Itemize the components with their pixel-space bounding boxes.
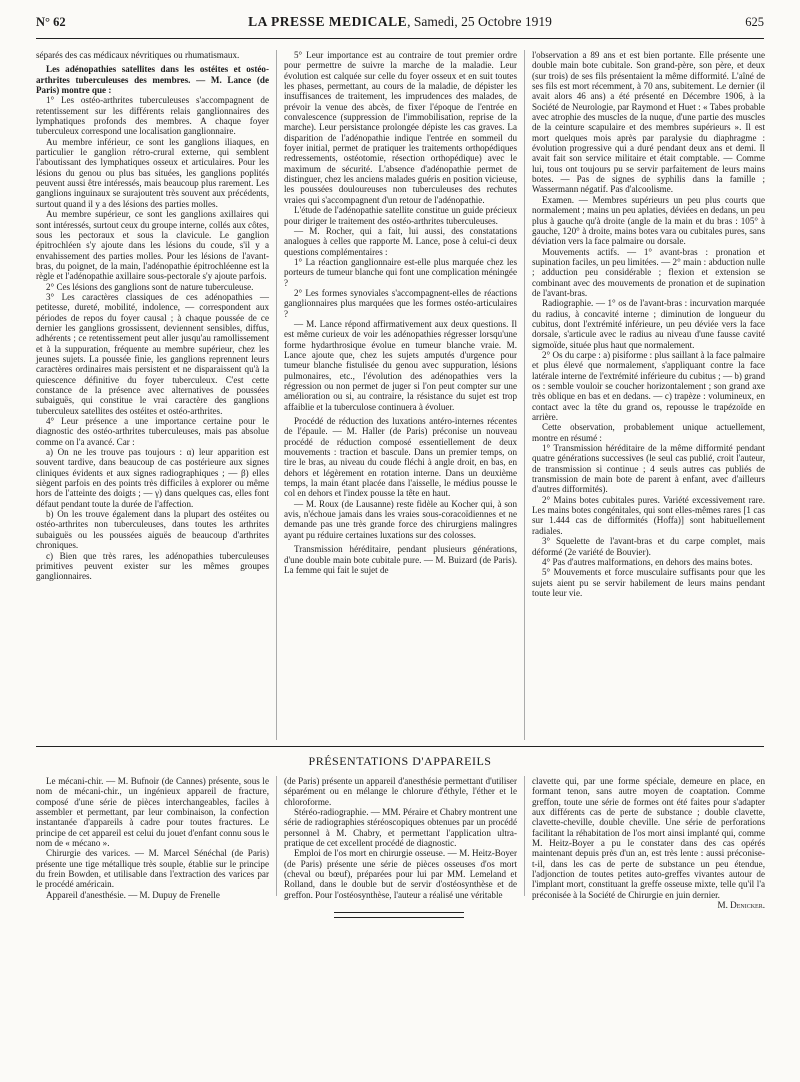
- paragraph: Chirurgie des varices. — M. Marcel Sénéchal (de Paris) présente une tige métallique très souple, établie sur le principe du frein Bowden, et utilisable dans l'extraction des varices par le procédé américain.: [36, 848, 269, 890]
- paragraph: 3° Squelette de l'avant-bras et du carpe complet, mais déformé (2e variété de Bouvier).: [532, 536, 765, 557]
- paragraph: 4° Pas d'autres malformations, en dehors des mains botes.: [542, 556, 753, 567]
- header-rule: [36, 38, 764, 39]
- paragraph: Procédé de réduction des luxations antéro-internes récentes de l'épaule. — M. Haller (de Paris) préconise un nouveau procédé de réduction composé essentiellement de deux mouvements : traction et bascule. Dans un premier temps, on tire le bras, au niveau du coude fléchi à angle droit, en bas, en dehors et légèrement en rotation interne. Dans un deuxième temps, la main étant placée dans l'aisselle, le médius pousse le col en dehors et l'index pousse la tête en haut.: [284, 416, 517, 499]
- paragraph: 1° Les ostéo-arthrites tuberculeuses s'accompagnent de retentissement sur les différents relais ganglionnaires des lymphatiques profonds des membres. A chaque foyer tuberculeux correspond une localisation ganglionnaire.: [36, 95, 269, 137]
- paragraph: — M. Rocher, qui a fait, lui aussi, des constatations analogues à celles que rapporte M. Lance, pose à celui-ci deux questions complémentaires :: [284, 225, 517, 257]
- paragraph: — M. Roux (de Lausanne) reste fidèle au Kocher qui, à son avis, n'échoue jamais dans les vraies sous-coracoïdiennes et ne demande pas une très grande force des chirurgiens malingres ayant pu réduire certaines luxations sur des colosses.: [284, 498, 517, 540]
- paragraph: 2° Ces lésions des ganglions sont de nature tuberculeuse.: [46, 281, 254, 292]
- page-header: [36, 14, 764, 36]
- column-2: [284, 50, 517, 740]
- paragraph: Appareil d'anesthésie. — M. Dupuy de Frenelle: [46, 889, 220, 900]
- paragraph: 1° La réaction ganglionnaire est-elle plus marquée chez les porteurs de tumeur blanche qui font une complication méningée ?: [284, 256, 517, 288]
- section-title: PRÉSENTATIONS D'APPAREILS: [308, 754, 492, 768]
- paragraph: c) Bien que très rares, les adénopathies tuberculeuses primitives peuvent exister sur les mêmes groupes ganglionnaires.: [36, 550, 269, 582]
- column-divider: [524, 50, 525, 740]
- paragraph: — M. Lance répond affirmativement aux deux questions. Il est même curieux de voir les adénopathies régresser lorsqu'une forme hydarthrosique évolue en tumeur blanche vraie. M. Lance ajoute que, chez les sujets amputés d'urgence pour tumeur blanche fistulisée du genou avec suppuration, lésions pulmonaires, etc., l'évolution des adénopathies vers la régression ou non permet de juger si l'on peut compter sur une amélioration ou si, au contraire, la résistance du sujet est trop affaiblie et la tuberculose continuera à évoluer.: [284, 318, 517, 412]
- paragraph: 5° Leur importance est au contraire de tout premier ordre pour permettre de suivre la marche de la maladie. Leur évolution est calquée sur celle du foyer osseux et en suit toutes les phases, permettant, au cours de la maladie, de dépister les insuffisances de traitement, les imprudences des malades, de prévoir la venue des abcès, de fixer l'époque de l'entrée en convalescence (suppression de l'immobilisation, reprise de la marche). Leur persistance prolongée dépiste les cas graves. La disparition de l'adénopathie indique l'entrée en sommeil du foyer initial, permet de pratiquer les traitements orthopédiques redressements, ostéotomie, résection orthopédique) avec le maximum de sécurité. L'absence d'adénopathie permet de distinguer, chez les anciens malades guéris en position vicieuse, les poussées douloureuses non tuberculeuses des rechutes vraies qui s'accompagnent d'un retour de l'adénopathie.: [284, 50, 517, 205]
- paragraph: clavette qui, par une forme spéciale, demeure en place, en formant tenon, sans autre moyen de coaptation. Comme greffon, toute une série de formes ont été faites pour s'adapter aux différents cas de perte de substance ; double clavette, clavette-cheville, double cheville. Une série de perforations facilitant la réhabitation de l'os mort ainsi implanté qui, comme M. Heitz-Boyer a pu le constater dans des cas opérés maintenant depuis près d'un an, est très lente : aussi préconise-t-il, dans les cas de perte de substance un peu étendue, l'adjonction de toutes petites auto-greffes vivantes autour de l'implant mort, constituant la greffe osseuse mixte, telle qu'il l'a préconisée à la Société de Chirurgie en juin dernier.: [532, 776, 765, 900]
- paragraph: Au membre supérieur, ce sont les ganglions axillaires qui sont intéressés, surtout ceux du groupe interne, collés aux côtes, sous les pectoraux et sous la clavicule. Le ganglion épitrochléen s'y ajoute dans les lésions du coude, s'il y a envahissement des parties molles. Pour les lésions de l'avant-bras, du poignet, de la main, l'adénopathie épitrochléenne est la règle et l'adénopathie axillaire sous-pectorale s'y ajoute parfois.: [36, 209, 269, 282]
- paragraph: Mouvements actifs. — 1° avant-bras : pronation et supination faciles, un peu limitées. — 2° main : abduction nulle ; adduction peu considérable ; flexion et extension se combinant avec des mouvements de pronation et de supination de l'avant-bras.: [532, 246, 765, 298]
- column-divider: [524, 776, 525, 896]
- column-divider: [276, 776, 277, 896]
- author-signature: M. Denicker.: [717, 900, 765, 911]
- paragraph: (de Paris) présente un appareil d'anesthésie permettant d'utiliser séparément ou en mélange le chlorure d'éthyle, l'éther et le chloroforme.: [284, 776, 517, 807]
- paragraph: Au membre inférieur, ce sont les ganglions iliaques, en particulier le ganglion rétro-crural externe, qui semblent l'aboutissant des lymphatiques osseux et articulaires. Pour les lésions du genou ou plus bas situées, les ganglions poplités peuvent aussi être intéressés, mais beaucoup plus rarement. Les ganglions inguinaux se surajoutent très souvent aux précédents, surtout quand il y a des lésions des parties molles.: [36, 136, 269, 209]
- paragraph: Stéréo-radiographie. — MM. Péraire et Chabry montrent une série de radiographies stéréoscopiques obtenues par un procédé personnel à M. Chabry, et permettant l'application ultra-pratique de cet excellent procédé de diagnostic.: [284, 807, 517, 849]
- presentations-column-1: [36, 776, 269, 900]
- presentations-column-2: [284, 776, 517, 900]
- paragraph: a) On ne les trouve pas toujours : α) leur apparition est souvent tardive, dans beaucoup de cas postérieure aux signes cliniques évidents et aux signes radiographiques ; — β) elles siègent parfois en des points très difficiles à explorer ou même hors de l'atteinte des doigts ; — γ) dans quelques cas, elles font défaut pendant toute la durée de l'affection.: [36, 447, 269, 509]
- paragraph: 2° Os du carpe : a) pisiforme : plus saillant à la face palmaire et plus élevé que normalement, s'appliquant contre la face latérale interne de l'extrémité inférieure du cubitus ; — b) grand os : semble vouloir se coucher horizontalement ; son grand axe très oblique en bas et en dedans. — c) trapèze : volumineux, en contact avec la tête du grand os, repousse le trapézoïde en arrière.: [532, 349, 765, 423]
- paragraph: Cette observation, probablement unique actuellement, montre en résumé :: [532, 422, 765, 443]
- issue-date: , Samedi, 25 Octobre 1919: [407, 14, 552, 29]
- paragraph: Examen. — Membres supérieurs un peu plus courts que normalement ; mains un peu aplaties, déviées en dedans, un peu plus à gauche qu'à droite (angle de la main et du bras : 105° à gauche, 120° à droite, mains botes vara ou cubitales pures, sans déviation vers la face palmaire ou dorsale.: [532, 194, 765, 247]
- paragraph: L'étude de l'adénopathie satellite constitue un guide précieux pour diriger le traitement des ostéo-arthrites tuberculeuses.: [284, 205, 517, 226]
- column-3: [532, 50, 765, 740]
- end-ornament-rule: [334, 912, 464, 918]
- paragraph: Emploi de l'os mort en chirurgie osseuse. — M. Heitz-Boyer (de Paris) présente une série de pièces osseuses d'os mort (cheval ou bœuf), préparées pour lui par MM. Lemeland et Rolland, dans le double but de servir d'ostéosynthèse et de greffon. Pour l'ostéosynthèse, l'auteur a réalisé une véritable: [284, 848, 517, 900]
- paragraph: 2° Les formes synoviales s'accompagnent-elles de réactions ganglionnaires plus marquées que les formes ostéo-articulaires ?: [284, 287, 517, 319]
- paragraph: Transmission héréditaire, pendant plusieurs générations, d'une double main bote cubitale pure. — M. Buizard (de Paris). La femme qui fait le sujet de: [284, 544, 517, 575]
- paragraph: b) On les trouve également dans la plupart des ostéites ou ostéo-arthrites non tuberculeuses, dans toutes les arthrites subaiguës ou les poussées aiguës de beaucoup d'arthrites chroniques.: [36, 509, 269, 551]
- journal-title: LA PRESSE MEDICALE: [248, 14, 408, 29]
- paragraph: Radiographie. — 1° os de l'avant-bras : incurvation marquée du radius, à concavité interne ; diminution de longueur du cubitus, dont l'extrémité inférieure, un peu déviée vers la face dorsale, s'articule avec le radius au niveau d'une fausse cavité sigmoïde, située plus haut que normalement.: [532, 298, 765, 350]
- presentations-column-3: [532, 776, 765, 911]
- paragraph: Le mécani-chir. — M. Bufnoir (de Cannes) présente, sous le nom de mécani-chir., un ingénieux appareil de fracture, composé d'une série de pièces interchangeables, faciles à assembler et permettant, par leur combinaison, la confection instantanée d'appareils à cadre pour toutes fractures. Le principe de cet appareil est celui du jouet d'enfant connu sous le nom de « mécano ».: [36, 776, 269, 849]
- section-rule: [36, 746, 764, 747]
- paragraph: 4° Leur présence a une importance certaine pour le diagnostic des ostéo-arthrites tuberculeuses, mais pas absolue comme on l'a avancé. Car :: [36, 416, 269, 447]
- paragraph: 5° Mouvements et force musculaire suffisants pour que les sujets aient pu se servir habilement de leurs mains pendant toute leur vie.: [532, 567, 765, 598]
- paragraph: l'observation a 89 ans et est bien portante. Elle présente une double main bote cubitale. Son grand-père, son père, et deux (sur trois) de ses fils présentaient la même difformité. L'aîné de ses fils est mort récemment, à 70 ans, subitement. Le dernier (il avait alors 46 ans) a été présenté en Décembre 1906, à la Société de Neurologie, par Raymond et Huet : « Tabes probable avec atrophie des muscles de la nuque, d'une partie des muscles de la ceinture scapulaire et des membres supérieurs ». Il est mort quelques mois après par paralysie du diaphragme : évolution progressive qui a duré pendant deux ans et demi. Il avait fait son service militaire et était comptable. — Comme lui, tous ont toujours pu se servir parfaitement de leurs mains botes. — Pas de signes de syphilis dans la famille ; Wassermann négatif. Pas d'alcoolisme.: [532, 50, 765, 195]
- column-divider: [276, 50, 277, 740]
- paragraph: 3° Les caractères classiques de ces adénopathies — petitesse, dureté, mobilité, indolence, — correspondent aux périodes de repos du foyer causal ; à chaque poussée de ce dernier les ganglions grossissent, deviennent sensibles, diffus, adhérents ; ce retentissement peut aller jusqu'au ramollissement et à la suppuration, fréquente au membre supérieur, chez les jeunes sujets. La poussée finie, les ganglions reprennent leurs caractères ordinaires mais persistent et ne disparaissent qu'à la quiescence définitive du foyer tuberculeux. C'est cette constance de la présence avec alternatives de poussées subaiguës, qui constitue le vrai caractère des ganglions tuberculeux satellites des ostéites et ostéo-arthrites.: [36, 291, 269, 416]
- paragraph: séparés des cas médicaux névritiques ou rhumatismaux.: [36, 50, 240, 60]
- paragraph: 2° Mains botes cubitales pures. Variété excessivement rare. Les mains botes congénitales, qui sont elles-mêmes rares [1 cas sur 1.444 cas de difformités (Hoffa)] sont habituellement radiales.: [532, 494, 765, 536]
- page-number: 625: [745, 15, 764, 29]
- paragraph: 1° Transmission héréditaire de la même difformité pendant quatre générations successives (le seul cas publié, croit l'auteur, de transmission si continue ; 4 seuls autres cas publiés de transmission de main bote de parent à enfant, avec d'ailleurs d'autres difformités).: [532, 443, 765, 495]
- paragraph: Les adénopathies satellites dans les ostéites et ostéo-arthrites tuberculeuses des membres. — M. Lance (de Paris) montre que :: [36, 64, 269, 96]
- column-1: [36, 50, 269, 740]
- journal-line: [106, 14, 694, 30]
- issue-number: N° 62: [36, 15, 66, 29]
